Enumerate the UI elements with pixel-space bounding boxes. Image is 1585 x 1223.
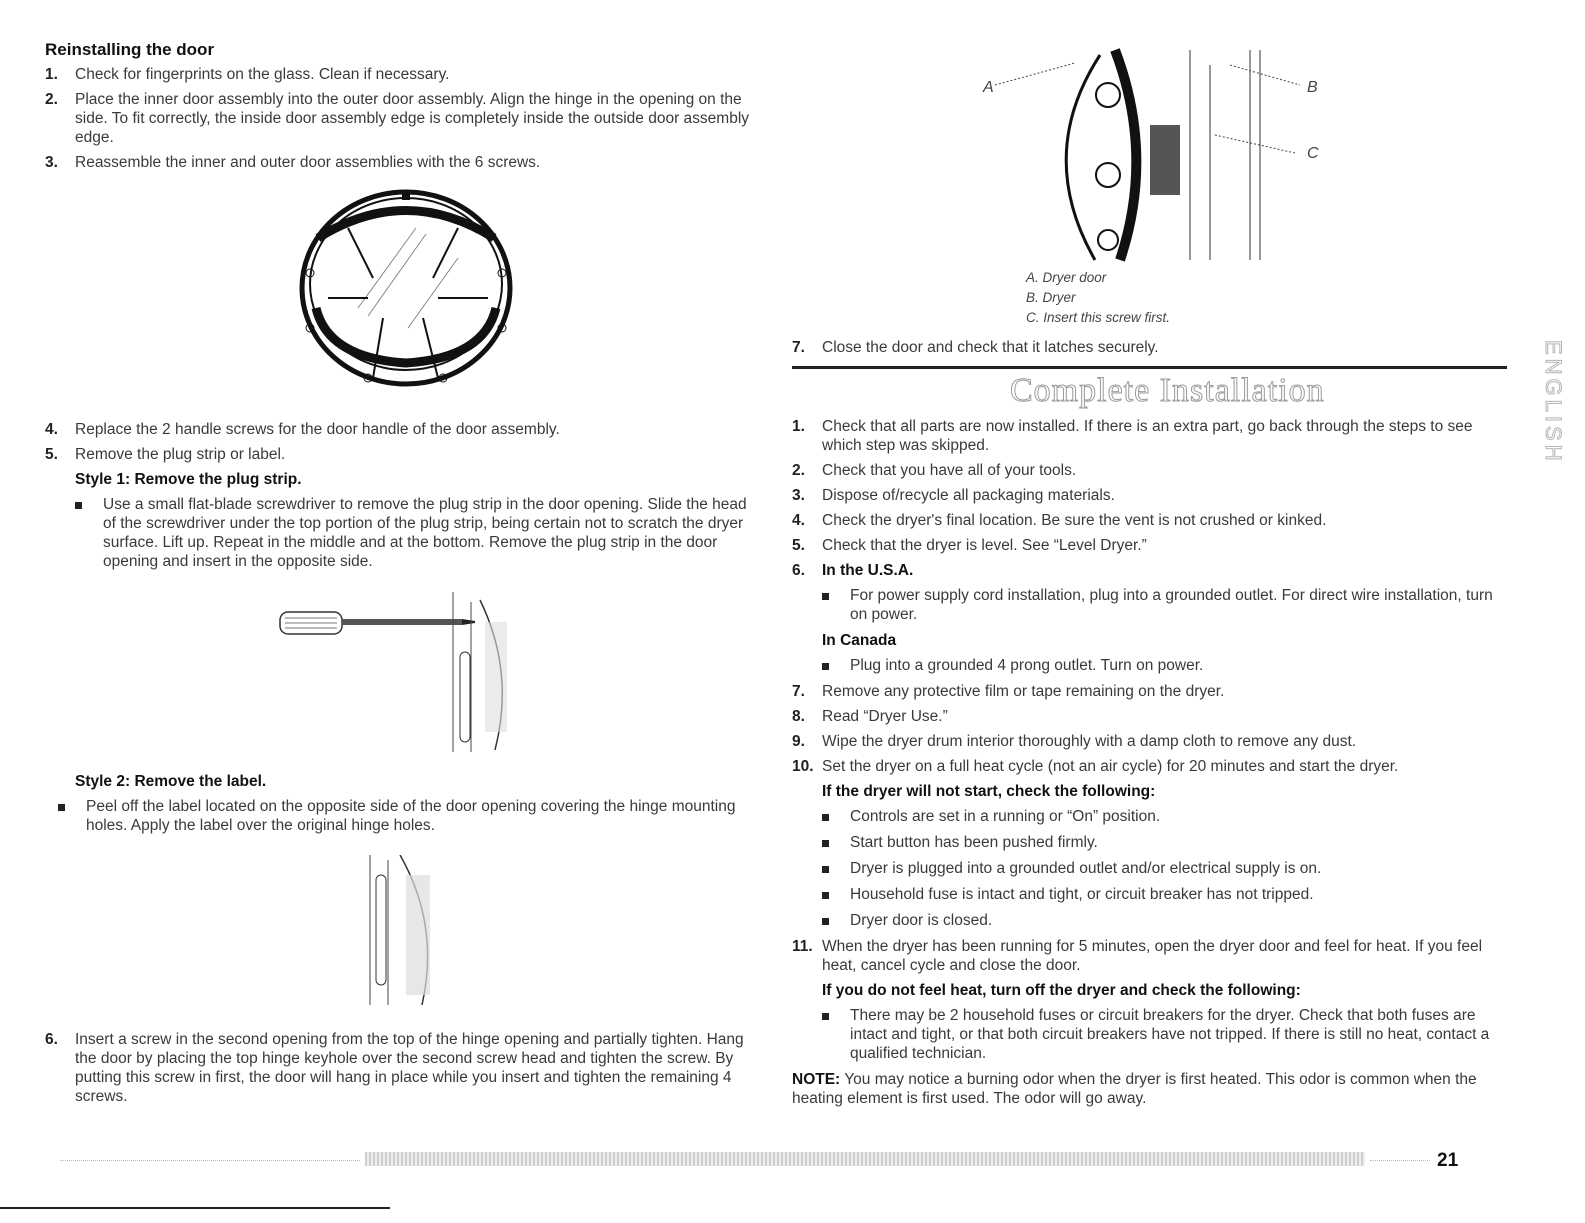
list-item: Start button has been pushed firmly. [822, 833, 1507, 852]
style2-heading: Style 2: Remove the label. [75, 773, 267, 790]
bullet-icon [822, 918, 829, 925]
list-item: For power supply cord installation, plug into a grounded outlet. For direct wire installation, turn on power. [822, 586, 1507, 624]
list-item: Peel off the label located on the opposite side of the door opening covering the hinge mounting holes. Apply the label over the original hinge holes. [58, 797, 760, 835]
list-item: 5. Check that the dryer is level. See “Level Dryer.” [792, 537, 1147, 554]
bottom-rule [0, 1207, 390, 1209]
list-item: 11. When the dryer has been running for 5 minutes, open the dryer door and feel for heat. If you feel heat, cancel cycle and close the door. [792, 938, 1483, 974]
screwdriver-illustration [275, 592, 535, 752]
figure-label-c: C [1307, 145, 1319, 162]
list-item: Household fuse is intact and tight, or circuit breaker has not tripped. [822, 885, 1507, 904]
language-side-tab: ENGLISH [1541, 340, 1566, 465]
list-item: 7. Close the door and check that it latches securely. [792, 339, 1159, 356]
usa-heading: In the U.S.A. [822, 562, 914, 579]
hinge-figure-illustration [975, 45, 1335, 265]
list-item: 3. Reassemble the inner and outer door assemblies with the 6 screws. [45, 154, 541, 171]
note: NOTE: You may notice a burning odor when the dryer is first heated. This odor is common when the heating element is first used. The odor will go away. [792, 1071, 1477, 1107]
list-item: There may be 2 household fuses or circuit breakers for the dryer. Check that both fuses are intact and tight, or that both circuit breakers have not tripped. If there is still no heat, contact a qualified technician. [822, 1006, 1507, 1063]
style1-heading: Style 1: Remove the plug strip. [75, 471, 302, 488]
section-rule [792, 366, 1507, 369]
list-item: 2. Check that you have all of your tools. [792, 462, 1077, 479]
section-title: Complete Installation [1010, 372, 1325, 409]
canada-heading: In Canada [822, 632, 897, 649]
left-column [45, 40, 760, 178]
list-item: 4. Replace the 2 handle screws for the door handle of the door assembly. [45, 421, 560, 438]
noheat-heading: If you do not feel heat, turn off the dryer and check the following: [822, 982, 1301, 999]
list-item: Use a small flat-blade screwdriver to remove the plug strip in the door opening. Slide the head of the screwdriver under the top portion of the plug strip, being certain not to scratch the dryer surface. Lift up. Repeat in the middle and at the bottom. Remove the plug strip in the door opening and insert in the opposite side. [75, 495, 760, 571]
figure-label-b: B [1307, 79, 1318, 96]
steps-top [45, 65, 760, 172]
nostart-heading: If the dryer will not start, check the following: [822, 783, 1156, 800]
bullet-icon [822, 840, 829, 847]
list-item: 9. Wipe the dryer drum interior thoroughly with a damp cloth to remove any dust. [792, 733, 1357, 750]
list-item: 6. In the U.S.A. [792, 561, 1507, 580]
footer-dots-right [1370, 1160, 1430, 1161]
right-step7 [792, 338, 1507, 363]
left-column-style2 [45, 772, 760, 842]
footer-band [365, 1152, 1365, 1166]
page-number: 21 [1437, 1150, 1459, 1171]
list-item: Dryer door is closed. [822, 911, 1507, 930]
door-assembly-illustration [298, 188, 514, 394]
bullet-icon [822, 663, 829, 670]
label-illustration [360, 855, 455, 1010]
right-column [792, 417, 1507, 1108]
list-item: 1. Check that all parts are now installed. If there is an extra part, go back through the steps to see which step was skipped. [792, 418, 1473, 454]
left-column-mid [45, 420, 760, 578]
list-item: 10. Set the dryer on a full heat cycle (not an air cycle) for 20 minutes and start the dryer. [792, 758, 1399, 775]
footer-dots [60, 1160, 360, 1161]
list-item: 1. Check for fingerprints on the glass. Clean if necessary. [45, 66, 450, 83]
bullet-icon [822, 593, 829, 600]
list-item: 2. Place the inner door assembly into the outer door assembly. Align the hinge in the opening on the side. To fit correctly, the inside door assembly edge is completely inside the outside door assembly edge. [45, 91, 750, 146]
list-item: 5. Remove the plug strip or label. [45, 446, 286, 463]
figure-captions: A. Dryer door B. Dryer C. Insert this screw first. [1026, 270, 1171, 325]
bullet-icon [822, 1013, 829, 1020]
list-item: Controls are set in a running or “On” position. [822, 807, 1507, 826]
figure-label-a: A [983, 79, 994, 96]
section-heading: Reinstalling the door [45, 40, 215, 59]
list-item: Dryer is plugged into a grounded outlet and/or electrical supply is on. [822, 859, 1507, 878]
list-item: 3. Dispose of/recycle all packaging materials. [792, 487, 1115, 504]
left-column-bottom [45, 1030, 760, 1112]
bullet-icon [822, 892, 829, 899]
bullet-icon [75, 502, 82, 509]
list-item: 6. Insert a screw in the second opening from the top of the hinge opening and partially tighten. Hang the door by placing the top hinge keyhole over the second screw head and tighten the screw. By putting this screw in first, the door will hang in place while you insert and tighten the remaining 4 screws. [45, 1031, 744, 1105]
list-item: 7. Remove any protective film or tape remaining on the dryer. [792, 683, 1225, 700]
bullet-icon [822, 866, 829, 873]
list-item: 4. Check the dryer's final location. Be sure the vent is not crushed or kinked. [792, 512, 1327, 529]
bullet-icon [58, 804, 65, 811]
list-item: 8. Read “Dryer Use.” [792, 708, 948, 725]
bullet-icon [822, 814, 829, 821]
list-item: Plug into a grounded 4 prong outlet. Turn on power. [822, 656, 1507, 675]
